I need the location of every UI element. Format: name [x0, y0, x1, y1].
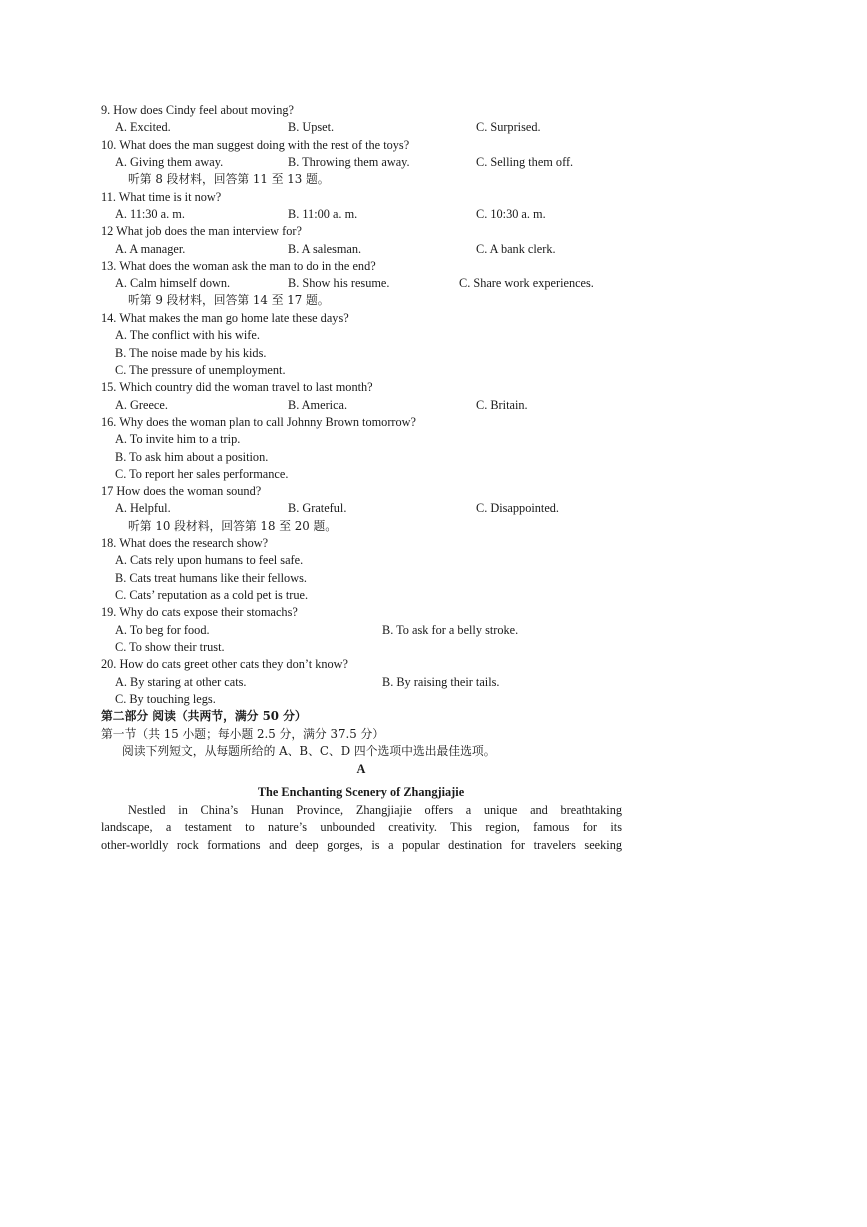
- question-15-option-c: C. Britain.: [476, 398, 528, 412]
- listening-section-10-instruction: 听第 10 段材料，回答第 18 至 20 题。: [128, 519, 338, 533]
- question-14-stem: 14. What makes the man go home late these days?: [101, 311, 349, 325]
- question-14-option-a: A. The conflict with his wife.: [115, 328, 260, 342]
- question-11-option-b: B. 11:00 a. m.: [288, 207, 358, 221]
- passage-line-1: Nestled in China’s Hunan Province, Zhangjiajie offers a unique and breathtaking: [128, 803, 622, 817]
- question-12-option-b: B. A salesman.: [288, 242, 362, 256]
- question-13-stem: 13. What does the woman ask the man to do in the end?: [101, 259, 376, 273]
- question-10-stem: 10. What does the man suggest doing with the rest of the toys?: [101, 138, 410, 152]
- question-10-option-b: B. Throwing them away.: [288, 155, 410, 169]
- question-15-option-b: B. America.: [288, 398, 348, 412]
- question-15-stem: 15. Which country did the woman travel to last month?: [101, 380, 373, 394]
- reading-instruction: 阅读下列短文，从每题所给的 A、B、C、D 四个选项中选出最佳选项。: [122, 744, 496, 758]
- question-18-option-b: B. Cats treat humans like their fellows.: [115, 571, 307, 585]
- question-20-option-a: A. By staring at other cats.: [115, 675, 247, 689]
- question-19-option-a: A. To beg for food.: [115, 623, 210, 637]
- question-11-stem: 11. What time is it now?: [101, 190, 222, 204]
- question-11-option-c: C. 10:30 a. m.: [476, 207, 546, 221]
- question-12-option-c: C. A bank clerk.: [476, 242, 556, 256]
- part-2-heading: 第二部分 阅读（共两节，满分 50 分）: [101, 709, 307, 723]
- question-16-option-b: B. To ask him about a position.: [115, 450, 269, 464]
- passage-line-2: landscape, a testament to nature’s unbounded creativity. This region, famous for its: [101, 820, 622, 834]
- question-18-option-a: A. Cats rely upon humans to feel safe.: [115, 553, 304, 567]
- question-19-stem: 19. Why do cats expose their stomachs?: [101, 605, 298, 619]
- question-12-stem: 12 What job does the man interview for?: [101, 224, 302, 238]
- question-16-stem: 16. Why does the woman plan to call Johnny Brown tomorrow?: [101, 415, 416, 429]
- question-12-option-a: A. A manager.: [115, 242, 186, 256]
- question-14-option-b: B. The noise made by his kids.: [115, 346, 267, 360]
- question-10-option-c: C. Selling them off.: [476, 155, 574, 169]
- question-10-option-a: A. Giving them away.: [115, 155, 224, 169]
- question-19-option-b: B. To ask for a belly stroke.: [382, 623, 519, 637]
- question-15-option-a: A. Greece.: [115, 398, 168, 412]
- question-17-stem: 17 How does the woman sound?: [101, 484, 262, 498]
- question-13-option-b: B. Show his resume.: [288, 276, 390, 290]
- question-9-option-c: C. Surprised.: [476, 120, 541, 134]
- question-20-option-b: B. By raising their tails.: [382, 675, 500, 689]
- question-9-option-a: A. Excited.: [115, 120, 171, 134]
- question-11-option-a: A. 11:30 a. m.: [115, 207, 185, 221]
- question-20-stem: 20. How do cats greet other cats they don’t know?: [101, 657, 349, 671]
- question-17-option-c: C. Disappointed.: [476, 501, 559, 515]
- question-17-option-a: A. Helpful.: [115, 501, 171, 515]
- question-13-option-a: A. Calm himself down.: [115, 276, 231, 290]
- listening-section-8-instruction: 听第 8 段材料，回答第 11 至 13 题。: [128, 172, 330, 186]
- question-18-stem: 18. What does the research show?: [101, 536, 269, 550]
- question-13-option-c: C. Share work experiences.: [459, 276, 594, 290]
- listening-section-9-instruction: 听第 9 段材料，回答第 14 至 17 题。: [128, 293, 330, 307]
- question-9-option-b: B. Upset.: [288, 120, 335, 134]
- passage-letter: A: [356, 762, 366, 776]
- question-14-option-c: C. The pressure of unemployment.: [115, 363, 286, 377]
- question-9-stem: 9. How does Cindy feel about moving?: [101, 103, 294, 117]
- passage-line-3: other-worldly rock formations and deep gorges, is a popular destination for travelers seeking: [101, 838, 622, 852]
- question-20-option-c: C. By touching legs.: [115, 692, 216, 706]
- passage-title: The Enchanting Scenery of Zhangjiajie: [257, 785, 465, 799]
- section-1-heading: 第一节（共 15 小题；每小题 2.5 分，满分 37.5 分）: [101, 727, 385, 741]
- question-18-option-c: C. Cats’ reputation as a cold pet is true.: [115, 588, 309, 602]
- question-19-option-c: C. To show their trust.: [115, 640, 225, 654]
- question-16-option-a: A. To invite him to a trip.: [115, 432, 241, 446]
- question-17-option-b: B. Grateful.: [288, 501, 347, 515]
- question-16-option-c: C. To report her sales performance.: [115, 467, 289, 481]
